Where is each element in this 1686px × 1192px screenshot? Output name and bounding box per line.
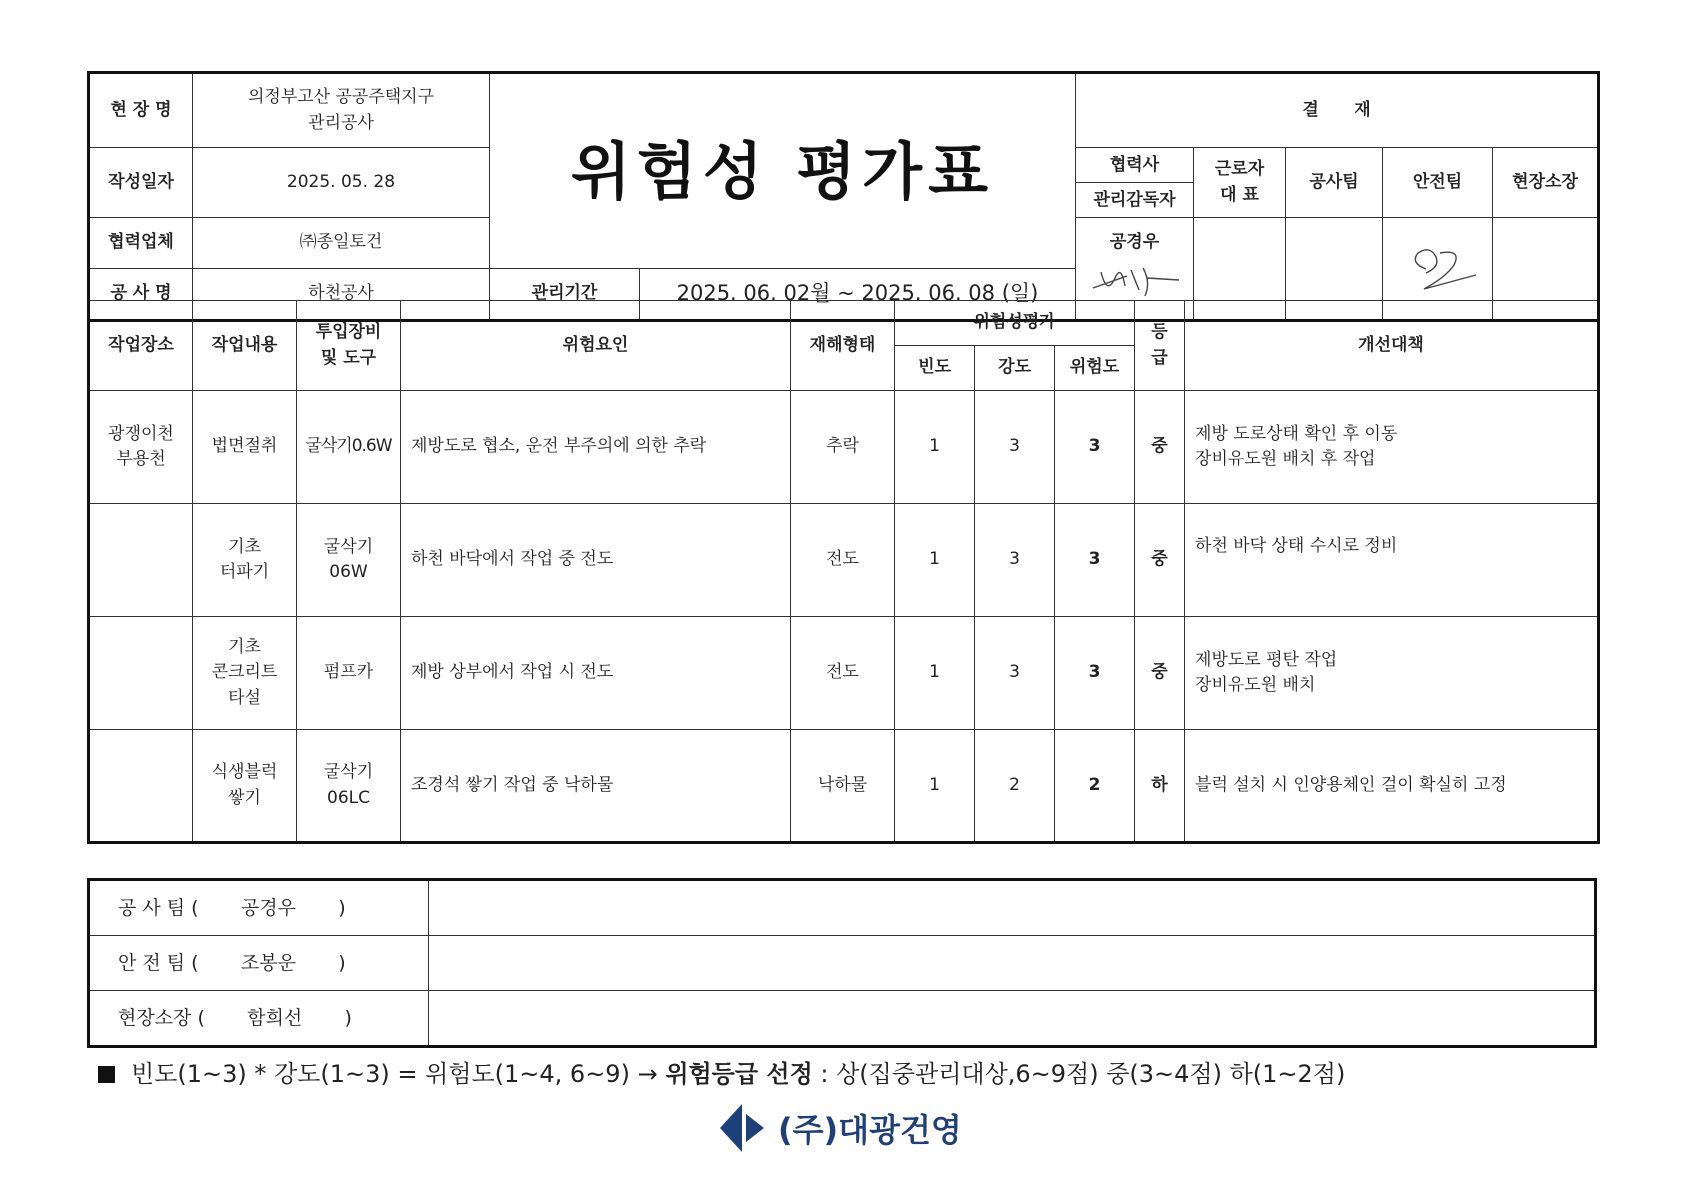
row-risk: 3 — [1055, 617, 1135, 730]
row-grade: 중 — [1135, 504, 1185, 617]
project-value: 하천공사 — [193, 269, 490, 321]
row-location — [89, 504, 193, 617]
row-severity: 3 — [975, 617, 1055, 730]
row-content: 기초 콘크리트 타설 — [193, 617, 297, 730]
row-risk: 2 — [1055, 730, 1135, 843]
signoff-site-manager: 현장소장 ( 함희선 ) — [89, 991, 429, 1047]
worker-rep-col-label: 근로자 대 표 — [1194, 148, 1286, 218]
row-severity: 3 — [975, 504, 1055, 617]
row-accident-type: 전도 — [791, 504, 895, 617]
signoff-table — [87, 878, 1597, 1048]
row-frequency: 1 — [895, 391, 975, 504]
row-content: 식생블럭 쌓기 — [193, 730, 297, 843]
row-equipment: 굴삭기 06W — [297, 504, 401, 617]
row-risk: 3 — [1055, 391, 1135, 504]
row-accident-type: 낙하물 — [791, 730, 895, 843]
col-header-assessment: 위험성평가 — [895, 301, 1135, 346]
row-measures: 블럭 설치 시 인양용체인 걸이 확실히 고정 — [1185, 730, 1599, 843]
row-content: 기초 터파기 — [193, 504, 297, 617]
document-title: 위험성 평가표 — [571, 134, 994, 208]
col-header-grade: 등 급 — [1135, 301, 1185, 391]
row-grade: 중 — [1135, 391, 1185, 504]
row-equipment: 굴삭기 06LC — [297, 730, 401, 843]
col-header-risk-factor: 위험요인 — [401, 301, 791, 391]
row-risk-factor: 제방도로 협소, 운전 부주의에 의한 추락 — [401, 391, 791, 504]
note-bold: 위험등급 선정 — [665, 1060, 813, 1088]
row-risk: 3 — [1055, 504, 1135, 617]
row-measures: 제방도로 평탄 작업 장비유도원 배치 — [1185, 617, 1599, 730]
row-equipment: 펌프카 — [297, 617, 401, 730]
row-risk-factor: 하천 바닥에서 작업 중 전도 — [401, 504, 791, 617]
company-logo — [716, 1100, 976, 1156]
table-row — [89, 504, 1599, 617]
row-location: 광쟁이천 부용천 — [89, 391, 193, 504]
signoff-row — [89, 991, 1596, 1047]
row-grade: 하 — [1135, 730, 1185, 843]
col-header-measures: 개선대책 — [1185, 301, 1599, 391]
signoff-construction-team-area — [429, 880, 1596, 936]
signoff-safety-team-area — [429, 936, 1596, 991]
risk-assessment-table — [87, 300, 1600, 844]
table-row — [89, 617, 1599, 730]
col-header-content: 작업내용 — [193, 301, 297, 391]
row-frequency: 1 — [895, 617, 975, 730]
header-table — [87, 71, 1600, 322]
document-title-cell — [490, 73, 1076, 269]
row-location — [89, 617, 193, 730]
note-prefix: 빈도(1~3) * 강도(1~3) = 위험도(1~4, 6~9) → — [131, 1060, 666, 1088]
supervisor-name: 공경우 — [1109, 232, 1160, 252]
row-content: 법면절취 — [193, 391, 297, 504]
row-location — [89, 730, 193, 843]
approval-heading: 결 재 — [1076, 73, 1599, 148]
row-risk-factor: 제방 상부에서 작업 시 전도 — [401, 617, 791, 730]
row-measures: 하천 바닥 상태 수시로 정비 — [1185, 504, 1599, 617]
partner-label: 협력업체 — [89, 218, 193, 269]
partner-col-label: 협력사 — [1076, 148, 1193, 183]
row-frequency: 1 — [895, 730, 975, 843]
site-manager-col-label: 현장소장 — [1493, 148, 1599, 218]
table-row — [89, 391, 1599, 504]
row-frequency: 1 — [895, 504, 975, 617]
bullet-square-icon — [98, 1066, 115, 1083]
period-value: 2025. 06. 02월 ~ 2025. 06. 08 (일) — [676, 281, 1039, 306]
signoff-site-manager-area — [429, 991, 1596, 1047]
period-label: 관리기간 — [490, 269, 640, 321]
row-risk-factor: 조경석 쌓기 작업 중 낙하물 — [401, 730, 791, 843]
row-grade: 중 — [1135, 617, 1185, 730]
site-name-value: 의정부고산 공공주택지구 관리공사 — [193, 73, 490, 148]
col-header-risk: 위험도 — [1055, 346, 1135, 391]
row-accident-type: 추락 — [791, 391, 895, 504]
row-accident-type: 전도 — [791, 617, 895, 730]
site-name-label: 현 장 명 — [89, 73, 193, 148]
partner-value: ㈜종일토건 — [193, 218, 490, 269]
row-severity: 3 — [975, 391, 1055, 504]
col-header-frequency: 빈도 — [895, 346, 975, 391]
company-name: (주)대광건영 — [778, 1111, 962, 1149]
supervisor-col-label: 관리감독자 — [1093, 190, 1176, 210]
note-suffix: : 상(집중관리대상,6~9점) 중(3~4점) 하(1~2점) — [812, 1060, 1346, 1088]
row-severity: 2 — [975, 730, 1055, 843]
construction-team-col-label: 공사팀 — [1286, 148, 1383, 218]
row-measures: 제방 도로상태 확인 후 이동 장비유도원 배치 후 작업 — [1185, 391, 1599, 504]
signoff-row — [89, 880, 1596, 936]
col-header-accident-type: 재해형태 — [791, 301, 895, 391]
signoff-safety-team: 안 전 팀 ( 조봉운 ) — [89, 936, 429, 991]
col-header-location: 작업장소 — [89, 301, 193, 391]
safety-team-col-label: 안전팀 — [1383, 148, 1493, 218]
supervisor-signature — [1087, 256, 1183, 302]
company-logo-icon — [716, 1102, 768, 1154]
col-header-equipment: 투입장비 및 도구 — [297, 301, 401, 391]
date-label: 작성일자 — [89, 148, 193, 218]
safety-team-signature — [1396, 239, 1480, 299]
col-header-severity: 강도 — [975, 346, 1055, 391]
date-value: 2025. 05. 28 — [193, 148, 490, 218]
row-equipment: 굴삭기0.6W — [297, 391, 401, 504]
risk-grade-note — [98, 1054, 1345, 1089]
project-label: 공 사 명 — [89, 269, 193, 321]
table-row — [89, 730, 1599, 843]
partner-supervisor-header — [1076, 148, 1194, 218]
signoff-construction-team: 공 사 팀 ( 공경우 ) — [89, 880, 429, 936]
signoff-row — [89, 936, 1596, 991]
